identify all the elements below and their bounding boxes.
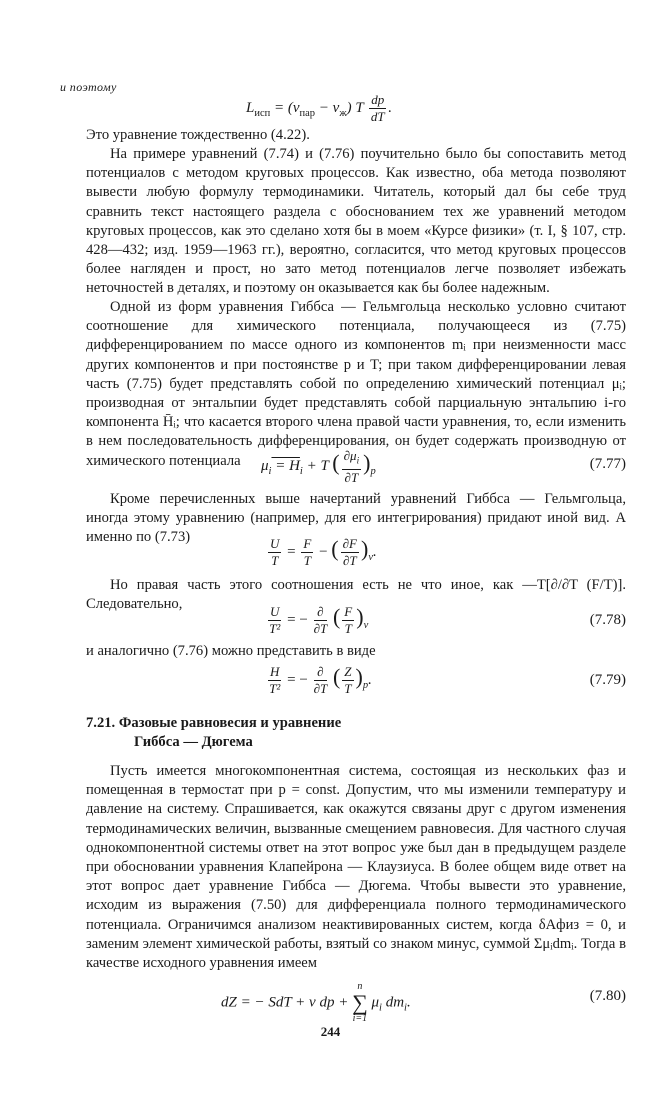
eq-l-rhs-post: ) T: [346, 99, 364, 116]
eq779-frac1-den: T²: [269, 681, 281, 697]
eq777-lhs-sub: i: [268, 466, 272, 478]
para1-text: На примере уравнений (7.74) и (7.76) поучительно было бы сопоставить метод потенциалов с методом круговых процессов. Как известно, оба метода позволяют вывести любую формулу термодинамики. Читатель, который дал бы себе труд сравнить текст настоящего раздела с обоснованием тех же уравнений методом круговых процессов, как это сделано хотя бы в моем «Курсе физики» (т. I, § 107, стр. 428—432; изд. 1959—1963 гг.), вероятно, согласится, что метод круговых процессов более нагляден и прост, но зато метод потенциалов легче позволяет избежать неточностей в деталях, и поэтому он оказывается как бы более надежным.: [86, 146, 626, 297]
eq778-frac1-den: T²: [269, 621, 281, 637]
paragraph-analogous: [86, 642, 626, 661]
identity-line: [86, 126, 626, 145]
section-title-line-1: 7.21. Фазовые равновесия и уравнение: [86, 715, 342, 731]
eq777-fraction: [342, 448, 361, 486]
eq778-deriv: [314, 604, 328, 637]
eq777-frac-den: ∂T: [344, 469, 359, 485]
eq779-frac1-num: H: [270, 664, 280, 680]
eq778-frac1: [268, 604, 281, 637]
eq778-frac2-den: T: [344, 621, 352, 637]
identity-text: Это уравнение тождественно (4.22).: [86, 127, 310, 143]
eqUT-frac3-den: ∂T: [342, 553, 357, 569]
equation-number-7-78: (7.78): [589, 612, 626, 628]
eq779-d-den: ∂T: [313, 681, 328, 697]
eq780-rhs-sub: i: [379, 1002, 382, 1014]
eq777-text: = H: [271, 458, 300, 475]
summation-symbol: n ∑ i=1: [352, 981, 368, 1024]
equation-u-over-t: $\frac{U}{T}$ = $\frac{F}{T}$ − ( $\frac{\partial F}{\partial T}$ )$_v$.: [270, 536, 377, 569]
equation-l-isp: [86, 92, 626, 128]
section-heading: [86, 714, 341, 752]
paragraph-phase-equilibria: [86, 762, 626, 973]
eq779-frac1: [268, 664, 281, 697]
eq778-d-den: ∂T: [313, 621, 328, 637]
eq778-frac1-num: U: [270, 604, 280, 620]
eq-l-fraction: [369, 92, 386, 125]
eq-l-sub1: пар: [299, 107, 316, 119]
eq778-frac2: [342, 604, 354, 637]
eq-l-tail: .: [388, 99, 392, 116]
eq778-d-num: ∂: [314, 604, 328, 621]
eq-l-sub2: ж: [339, 107, 347, 119]
eqUT-frac1-num: U: [270, 536, 280, 552]
para4-text: Но правая часть этого соотношения есть не что иное, как —T[∂/∂T (F/T)]. Следовательно,: [86, 577, 626, 613]
equation-7-77: $\mu_i = H_i + T$ ( $\frac{\partial\mu_i}{\partial T}$ )$_p$ (7.77): [261, 448, 626, 485]
sum-lower-limit: i=1: [352, 1013, 368, 1024]
eq777-plus: + T: [302, 458, 329, 475]
eqUT-tail: .: [372, 544, 377, 560]
eq-l-lhs-sub: исп: [254, 107, 271, 119]
eq780-rhs: μ: [371, 994, 380, 1011]
eqUT-eq: =: [287, 544, 296, 560]
para6-text: Пусть имеется многокомпонентная система, состоящая из нескольких фаз и помещенная в термостат при p = const. Допустим, что мы изменили температуру и давление на систему. Спрашивается, как окажутся связаны друг с другом изменения термодинамических величин, вызванные смещением равновесия. Для частного случая однокомпонентной системы ответ на этот вопрос уже был дан в предыдущем разделе при обосновании уравнения Клапейрона — Клаузиуса. В более общем виде ответ на этот вопрос дает уравнение Гиббса — Дюгема. Чтобы вывести это уравнение, исходим из выражения (7.50) для дифференциала полного термодинамического потенциала. Ограничимся анализом неактивированных систем, когда δAфиз = 0, и заменим элемент химической работы, взятый со знаком минус, суммой Σμᵢdmᵢ. Тогда в качестве исходного уравнения имеем: [86, 763, 626, 972]
equation-7-79: $\frac{H}{\text{T²}}$ = − $\frac{\partial}{\partial T}$ ( $\frac{Z}{T}$ )$_p$. (7.79): [269, 664, 626, 697]
para5-text: и аналогично (7.76) можно представить в виде: [86, 643, 376, 659]
eq779-frac2-num: Z: [344, 664, 352, 680]
eq-l-frac-num: dp: [371, 92, 385, 107]
eq-l-lhs: L: [246, 99, 255, 116]
eqUT-frac2-num: F: [303, 536, 312, 552]
eq779-paren-sub: p: [362, 680, 369, 691]
eq779-frac2: [342, 664, 353, 697]
eq779-deriv: [314, 664, 328, 697]
eq777-frac-num: ∂μ: [343, 448, 357, 463]
eq777-lhs: μ: [261, 458, 269, 475]
eq779-eq: = −: [287, 672, 308, 688]
eq779-d-num: ∂: [314, 664, 328, 681]
sum-upper-limit: n: [357, 981, 363, 992]
eq778-eq: = −: [287, 612, 308, 628]
page-number: 244: [320, 1024, 341, 1039]
eq779-tail: .: [368, 672, 372, 688]
equation-number-7-77: (7.77): [589, 456, 626, 472]
equation-number-7-79: (7.79): [589, 672, 626, 688]
eq780-tail: .: [406, 994, 411, 1011]
eq778-frac2-num: F: [344, 604, 353, 620]
equation-number-7-80: (7.80): [589, 988, 626, 1004]
eq-l-rhs-pre: = (v: [274, 99, 300, 116]
eq780-rhs-tail: dm: [381, 994, 405, 1011]
eq777-paren-sub: p: [370, 466, 376, 478]
eq780-lhs: dZ = − SdT + v dp +: [221, 994, 353, 1011]
lead-in-text: и поэтому: [60, 80, 117, 94]
equation-7-80: [86, 978, 626, 1024]
eqUT-frac2: [301, 536, 313, 569]
eq779-frac2-den: T: [344, 681, 352, 697]
eq777-frac-num-sub: i: [356, 455, 360, 466]
eq-l-mid: − v: [315, 99, 340, 116]
eq777-hsub: i: [299, 466, 303, 478]
eq780-rhs-tail-sub: i: [404, 1002, 407, 1014]
eqUT-frac1: [268, 536, 281, 569]
eqUT-frac3-num: ∂F: [342, 536, 357, 552]
eqUT-paren-sub: v: [368, 552, 373, 563]
para2-text: Одной из форм уравнения Гиббса — Гельмгольца несколько условно считают соотношение для химического потенциала, получающееся из (7.75) дифференцированием по массе одного из компонентов mᵢ при неизменности масс других компонентов и при постоянстве p и T; при таком дифференцировании левая часть (7.75) будет представлять собой по определению химический потенциал μᵢ; производная от энтальпии будет представлять собой парциальную энтальпию i-го компонента H̄ᵢ; что касается второго члена правой части уравнения, то, если изменить в нем последовательность дифференцирования, он будет содержать производную от химического потенциала: [86, 299, 626, 469]
para3-text: Кроме перечисленных выше начертаний уравнений Гиббса — Гельмгольца, иногда этому уравнению (например, для его интегрирования) придают иной вид. А именно по (7.73): [86, 491, 626, 546]
equation-7-78: $\frac{U}{\text{T²}}$ = − $\frac{\partial}{\partial T}$ ( $\frac{F}{T}$ )$_v$ (7.78): [269, 604, 626, 637]
paragraph-methods: [86, 145, 626, 299]
paragraph-gibbs-helmholtz: [86, 298, 626, 471]
eqUT-frac2-den: T: [303, 553, 311, 569]
eqUT-frac1-den: T: [271, 553, 279, 569]
eq-l-frac-den: dT: [370, 109, 385, 124]
eqUT-frac3: [341, 536, 359, 569]
eqUT-minus: −: [319, 544, 328, 560]
section-title-line-2: Гиббса — Дюгема: [134, 734, 253, 751]
eq778-paren-sub: v: [363, 620, 369, 631]
